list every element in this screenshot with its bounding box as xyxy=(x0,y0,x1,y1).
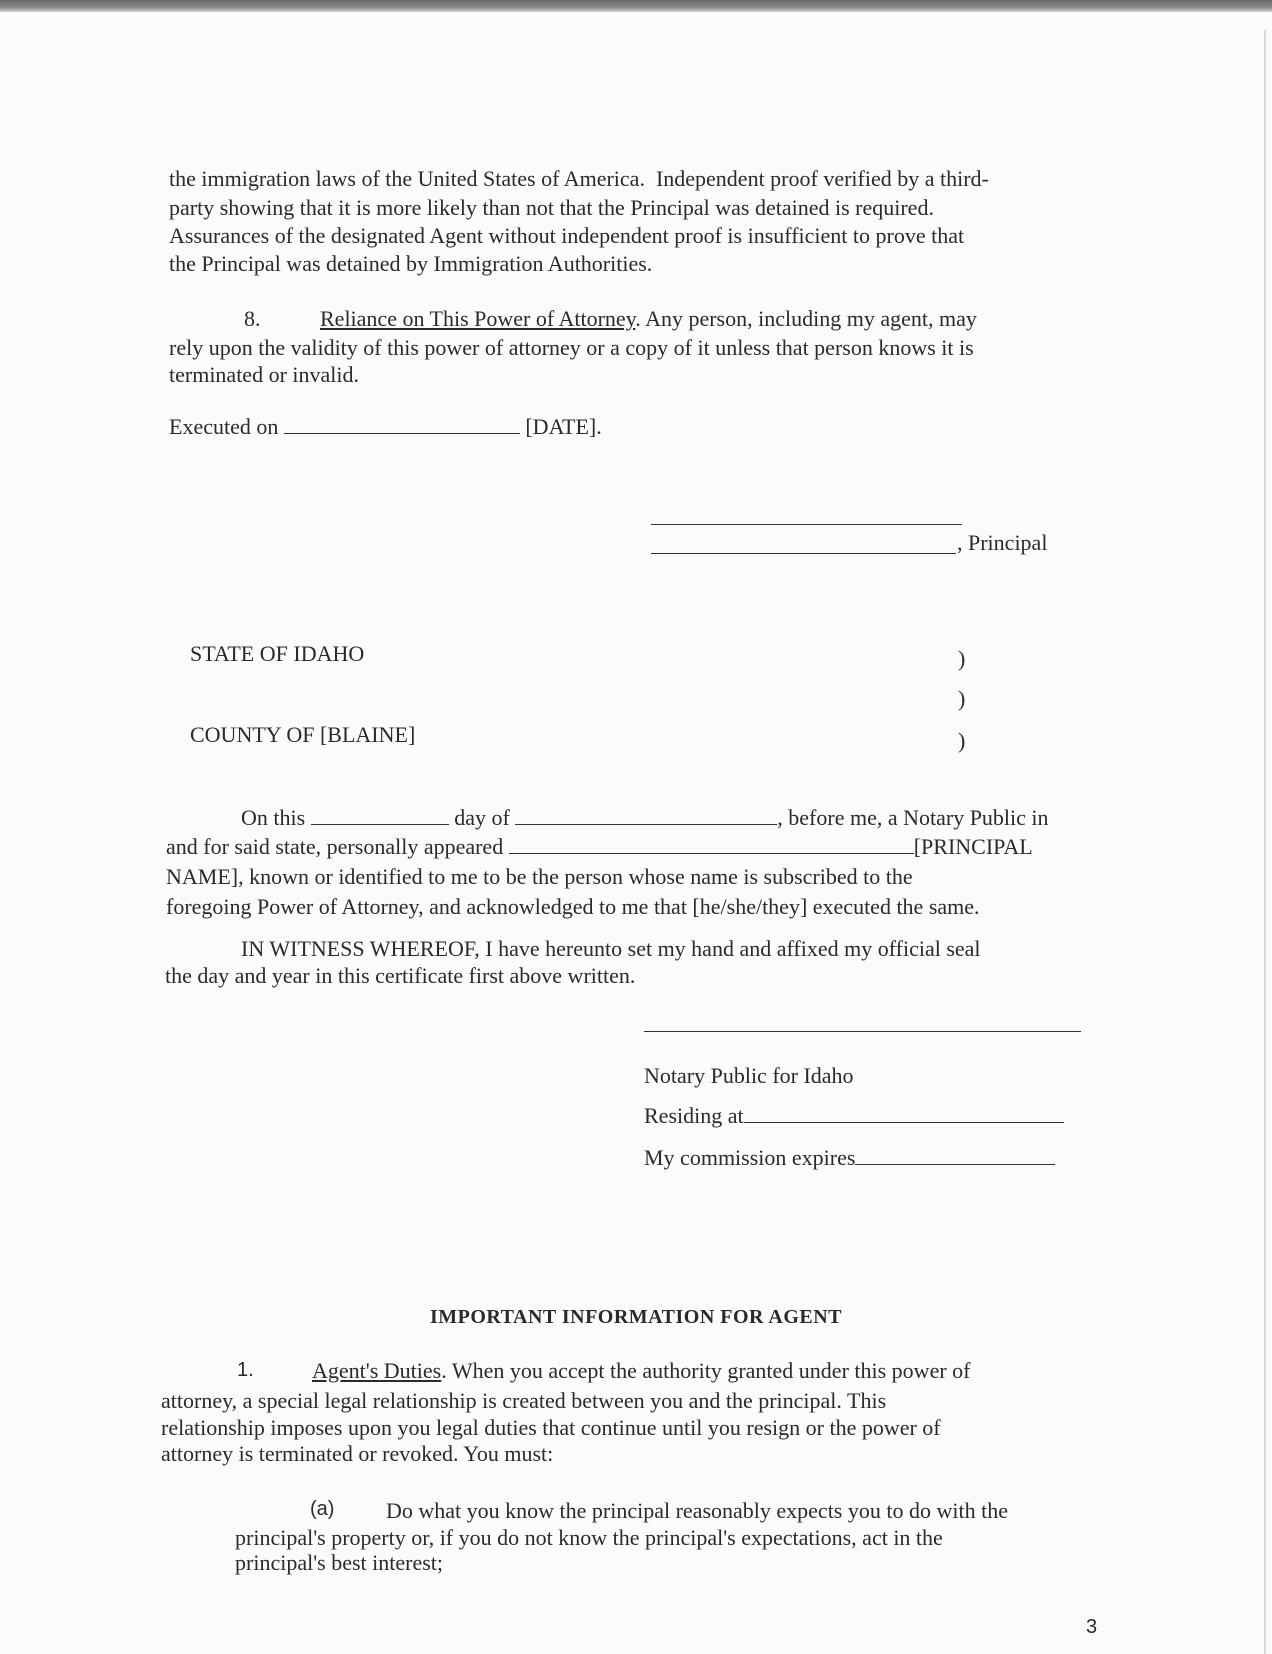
text-line: Do what you know the principal reasonably expects you to do with the xyxy=(386,1498,1008,1523)
notary-commission xyxy=(644,1145,1055,1171)
paragraph-number: 8. xyxy=(244,306,261,331)
text-line: principal's property or, if you do not know the principal's expectations, act in the xyxy=(235,1525,943,1550)
text-line: Assurances of the designated Agent without independent proof is insufficient to prove that xyxy=(169,223,965,248)
text-line: attorney is terminated or revoked. You must: xyxy=(161,1441,554,1466)
text-line xyxy=(320,306,977,332)
paragraph-number: 1. xyxy=(237,1359,254,1381)
text: . Any person, including my agent, may xyxy=(635,306,977,331)
scan-top-edge xyxy=(0,0,1272,12)
text-line xyxy=(241,805,1049,831)
date-placeholder: [DATE]. xyxy=(525,414,602,439)
text-line: attorney, a special legal relationship is created between you and the principal. This xyxy=(161,1388,887,1413)
venue-county: COUNTY OF [BLAINE] xyxy=(190,722,416,747)
text: . When you accept the authority granted under this power of xyxy=(441,1358,971,1383)
text-line: rely upon the validity of this power of attorney or a copy of it unless that person knows it is xyxy=(169,335,974,360)
text: day of xyxy=(454,805,510,830)
notary-title: Notary Public for Idaho xyxy=(644,1063,854,1088)
text-line: principal's best interest; xyxy=(235,1550,444,1575)
venue-paren: ) xyxy=(958,728,966,753)
notary-residing xyxy=(644,1103,1064,1129)
venue-paren: ) xyxy=(958,686,966,711)
text: [PRINCIPAL xyxy=(913,834,1033,859)
principal-label: , Principal xyxy=(957,530,1048,555)
principal-name-line[interactable] xyxy=(651,553,956,554)
text-line: relationship imposes upon you legal duties that continue until you resign or the power of xyxy=(161,1415,941,1440)
text-line: NAME], known or identified to me to be the person whose name is subscribed to the xyxy=(166,864,913,889)
principal-name-blank[interactable] xyxy=(509,835,914,854)
text: , before me, a Notary Public in xyxy=(777,805,1049,830)
residing-label: Residing at xyxy=(644,1103,744,1128)
item-label: (a) xyxy=(310,1498,335,1520)
text-line: IN WITNESS WHEREOF, I have hereunto set my hand and affixed my official seal xyxy=(241,936,981,961)
section-title: Reliance on This Power of Attorney xyxy=(320,306,636,331)
date-blank[interactable] xyxy=(284,415,520,434)
text-line: terminated or invalid. xyxy=(169,362,359,387)
text-line: party showing that it is more likely than not that the Principal was detained is required. xyxy=(169,195,934,220)
section-title: Agent's Duties xyxy=(312,1358,442,1383)
page-number: 3 xyxy=(1086,1616,1098,1638)
executed-label: Executed on xyxy=(169,414,279,439)
text-line xyxy=(166,834,1033,860)
text-line: foregoing Power of Attorney, and acknowledged to me that [he/she/they] executed the same. xyxy=(166,894,980,919)
text-line xyxy=(312,1358,971,1384)
venue-state: STATE OF IDAHO xyxy=(190,641,365,666)
text-line: the immigration laws of the United States of America. Independent proof verified by a third- xyxy=(169,166,989,191)
commission-label: My commission expires xyxy=(644,1145,856,1170)
day-blank[interactable] xyxy=(311,806,449,825)
text: and for said state, personally appeared xyxy=(166,834,504,859)
text-line: the day and year in this certificate first above written. xyxy=(165,963,636,988)
agent-info-heading: IMPORTANT INFORMATION FOR AGENT xyxy=(429,1306,843,1328)
signature-line[interactable] xyxy=(651,524,962,525)
venue-paren: ) xyxy=(958,646,966,671)
commission-blank[interactable] xyxy=(855,1146,1055,1165)
text: On this xyxy=(241,805,306,830)
residing-blank[interactable] xyxy=(744,1104,1064,1123)
scan-right-edge xyxy=(1264,30,1266,1654)
month-blank[interactable] xyxy=(515,806,777,825)
text-line: the Principal was detained by Immigration Authorities. xyxy=(169,251,653,276)
notary-signature-line[interactable] xyxy=(644,1031,1081,1032)
executed-line xyxy=(169,414,602,440)
